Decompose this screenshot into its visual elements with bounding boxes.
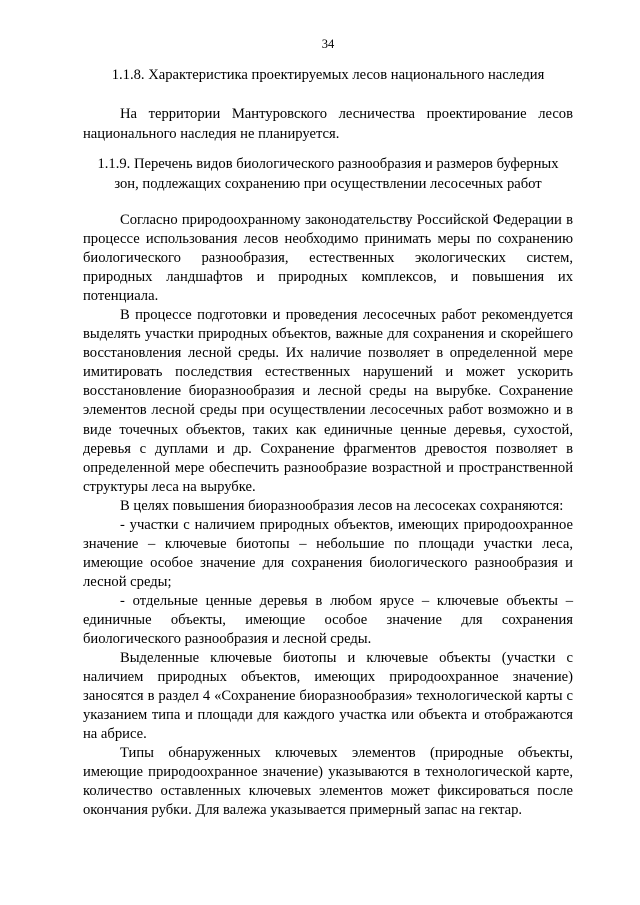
section-heading-1-1-9-line-2: зон, подлежащих сохранению при осуществлении лесосечных работ [114,175,542,192]
paragraph-tech-map: Выделенные ключевые биотопы и ключевые объекты (участки с наличием природных объектов, имеющих природоохранное значение) заносятся в раздел 4 «Сохранение биоразнообразия» технологической карты с указанием типа и площади для каждого участка или объекта и отображаются на абрисе. [83,650,573,743]
section-1-1-9-body [83,211,573,821]
paragraph-legislation: Согласно природоохранному законодательству Российской Федерации в процессе использования лесов необходимо принимать меры по сохранению биологического разнообразия, естественных экологических систем, природных ландшафтов и природных комплексов, и повышения их потенциала. [83,212,573,305]
section-heading-1-1-9-line-1: 1.1.9. Перечень видов биологического разнообразия и размеров буферных [97,156,559,172]
paragraph-key-elements: Типы обнаруженных ключевых элементов (природные объекты, имеющие природоохранное значение) указываются в технологической карте, количество оставленных ключевых элементов может фиксироваться после окончания рубки. Для валежа указывается примерный запас на гектар. [83,745,573,819]
section-heading-1-1-8: 1.1.8. Характеристика проектируемых лесов национального наследия [111,67,545,83]
section-heading-1-1-9 [83,155,573,194]
list-item-key-objects: - отдельные ценные деревья в любом ярусе – ключевые объекты – единичные объекты, имеющие особое значение для сохранения биологического разнообразия и лесной среды. [83,592,573,648]
section-1-1-8-paragraph: На территории Мантуровского лесничества проектирование лесов национального наследия не планируется. [83,106,573,142]
page-number: 34 [321,37,335,51]
paragraph-preparation: В процессе подготовки и проведения лесосечных работ рекомендуется выделять участки природных объектов, важные для сохранения и скорейшего восстановления лесной среды. Их наличие позволяет в определенной мере имитировать последствия естественных нарушений и может ускорить восстановление биоразнообразия и лесной среды на вырубке. Сохранение элементов лесной среды при осуществлении лесосечных работ возможно и в виде точечных объектов, таких как единичные ценные деревья, сухостой, деревья с дуплами и др. Сохранение фрагментов древостоя позволяет в определенной мере обеспечить разнообразие возрастной и пространственной структуры леса на вырубке. [83,307,573,495]
paragraph-biodiversity-intro: В целях повышения биоразнообразия лесов на лесосеках сохраняются: [120,497,564,514]
list-item-key-biotopes: - участки с наличием природных объектов, имеющих природоохранное значение – ключевые биотопы – небольшие по площади участки леса, имеющие особое значение для сохранения биологического разнообразия и лесной среды; [83,516,573,590]
